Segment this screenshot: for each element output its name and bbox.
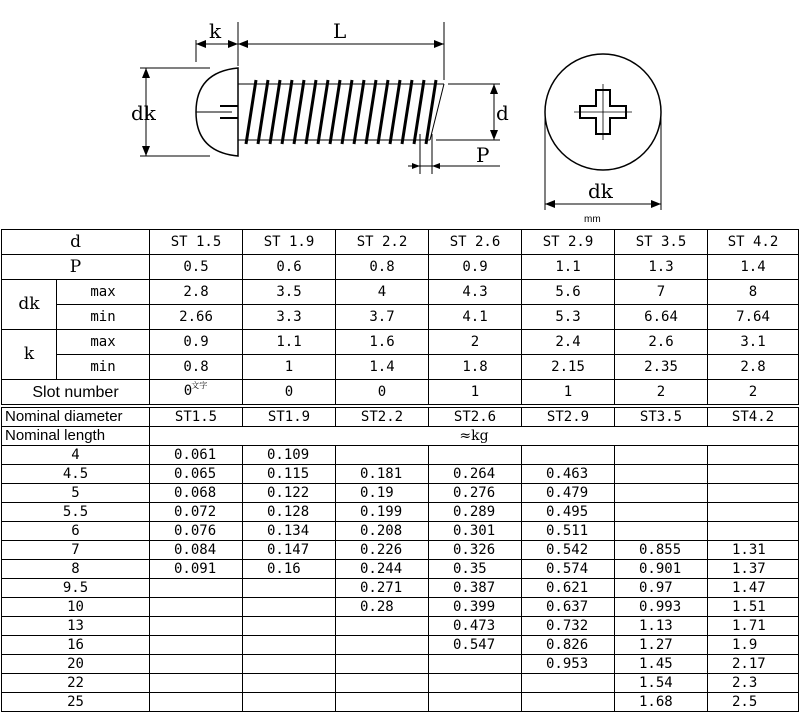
k-max-cell: 1.1 — [243, 330, 336, 355]
weight-cell: 0.35 — [429, 560, 522, 579]
dim-dk-head-label: dk — [588, 179, 613, 203]
weight-cell: 0.128 — [243, 503, 336, 522]
dk-max-cell: 2.8 — [150, 280, 243, 305]
row-label-p: P — [2, 255, 150, 280]
nominal-length-cell: 10 — [2, 598, 150, 617]
weight-cell: 0.479 — [522, 484, 615, 503]
weight-cell: 2.5 — [708, 693, 799, 712]
thread-line — [306, 80, 316, 144]
dk-max-cell: 4.3 — [429, 280, 522, 305]
weight-size-cell: ST1.5 — [150, 408, 243, 427]
thread-line — [378, 80, 388, 144]
weight-cell — [243, 674, 336, 693]
pitch-cell: 0.9 — [429, 255, 522, 280]
row-k-min — [2, 355, 799, 380]
table-row — [2, 465, 799, 484]
weight-cell: 0.495 — [522, 503, 615, 522]
k-min-cell: 2.15 — [522, 355, 615, 380]
weight-cell: 0.065 — [150, 465, 243, 484]
row-dk-max — [2, 280, 799, 305]
slot-cell: 1 — [429, 380, 522, 405]
weight-cell: 0.122 — [243, 484, 336, 503]
weight-cell — [150, 617, 243, 636]
nominal-length-label: Nominal length — [2, 427, 150, 446]
row-dk-min — [2, 305, 799, 330]
screw-technical-drawing — [0, 0, 800, 228]
dim-k-label: k — [209, 19, 222, 43]
weight-cell: 0.199 — [336, 503, 429, 522]
weight-cell — [615, 484, 708, 503]
k-min-cell: 0.8 — [150, 355, 243, 380]
weight-cell — [243, 579, 336, 598]
nominal-length-cell: 25 — [2, 693, 150, 712]
slot-cell: 1 — [522, 380, 615, 405]
weight-cell: 0.289 — [429, 503, 522, 522]
weight-cell — [336, 655, 429, 674]
weight-cell: 2.17 — [708, 655, 799, 674]
k-min-cell: 1.4 — [336, 355, 429, 380]
weight-cell: 0.463 — [522, 465, 615, 484]
table-row — [2, 522, 799, 541]
weight-cell: 1.45 — [615, 655, 708, 674]
weight-table — [1, 407, 799, 712]
weight-cell — [150, 693, 243, 712]
weight-cell: 0.264 — [429, 465, 522, 484]
weight-header-row — [2, 408, 799, 427]
weight-cell: 0.061 — [150, 446, 243, 465]
slot-note: 文字 — [191, 381, 208, 390]
size-cell: ST 2.6 — [429, 230, 522, 255]
weight-cell: 0.326 — [429, 541, 522, 560]
unit-label: mm — [584, 214, 601, 225]
dim-d-label: d — [496, 101, 509, 125]
nominal-length-cell: 20 — [2, 655, 150, 674]
size-cell: ST 3.5 — [615, 230, 708, 255]
weight-size-cell: ST2.6 — [429, 408, 522, 427]
nominal-length-cell: 22 — [2, 674, 150, 693]
weight-cell: 0.134 — [243, 522, 336, 541]
weight-cell: 0.855 — [615, 541, 708, 560]
row-label-dk: dk — [2, 280, 57, 330]
thread-line — [390, 80, 400, 144]
dk-min-cell: 2.66 — [150, 305, 243, 330]
pitch-cell: 0.6 — [243, 255, 336, 280]
weight-cell: 0.147 — [243, 541, 336, 560]
table-row — [2, 484, 799, 503]
weight-cell: 0.16 — [243, 560, 336, 579]
weight-cell: 0.28 — [336, 598, 429, 617]
weight-cell — [243, 693, 336, 712]
nominal-length-cell: 5.5 — [2, 503, 150, 522]
weight-cell — [429, 693, 522, 712]
weight-cell: 1.13 — [615, 617, 708, 636]
weight-cell — [708, 465, 799, 484]
slot-cell — [150, 380, 243, 405]
weight-cell: 1.9 — [708, 636, 799, 655]
weight-cell — [150, 674, 243, 693]
nominal-length-cell: 4.5 — [2, 465, 150, 484]
weight-cell: 0.387 — [429, 579, 522, 598]
weight-cell: 0.901 — [615, 560, 708, 579]
weight-cell — [708, 522, 799, 541]
size-cell: ST 1.5 — [150, 230, 243, 255]
nominal-length-cell: 7 — [2, 541, 150, 560]
pitch-cell: 0.8 — [336, 255, 429, 280]
pitch-cell: 1.4 — [708, 255, 799, 280]
weight-cell: 0.271 — [336, 579, 429, 598]
weight-cell — [150, 579, 243, 598]
dim-L-label: L — [333, 19, 347, 43]
thread-line — [402, 80, 412, 144]
weight-cell — [522, 674, 615, 693]
slot-cell: 0 — [243, 380, 336, 405]
row-slot — [2, 380, 799, 405]
weight-cell: 0.076 — [150, 522, 243, 541]
weight-cell: 1.71 — [708, 617, 799, 636]
weight-size-cell: ST2.2 — [336, 408, 429, 427]
min-label: min — [57, 305, 150, 330]
slot-value: 0 — [183, 383, 193, 399]
slot-cell: 2 — [615, 380, 708, 405]
weight-cell — [150, 655, 243, 674]
weight-cell: 1.54 — [615, 674, 708, 693]
weight-cell: 0.637 — [522, 598, 615, 617]
dk-max-cell: 3.5 — [243, 280, 336, 305]
weight-cell: 0.301 — [429, 522, 522, 541]
min-label: min — [57, 355, 150, 380]
weight-cell: 0.547 — [429, 636, 522, 655]
weight-cell — [336, 636, 429, 655]
weight-unit-label: ≈kg — [150, 427, 799, 446]
weight-cell — [522, 693, 615, 712]
dk-min-cell: 6.64 — [615, 305, 708, 330]
k-max-cell: 2.4 — [522, 330, 615, 355]
row-label-k: k — [2, 330, 57, 380]
pitch-cell: 0.5 — [150, 255, 243, 280]
dk-max-cell: 8 — [708, 280, 799, 305]
thread-line — [330, 80, 340, 144]
dk-max-cell: 5.6 — [522, 280, 615, 305]
weight-cell: 2.3 — [708, 674, 799, 693]
nominal-length-cell: 8 — [2, 560, 150, 579]
row-k-max — [2, 330, 799, 355]
weight-cell: 0.084 — [150, 541, 243, 560]
size-cell: ST 1.9 — [243, 230, 336, 255]
weight-cell — [243, 617, 336, 636]
weight-cell: 0.19 — [336, 484, 429, 503]
table-row — [2, 636, 799, 655]
k-min-cell: 2.8 — [708, 355, 799, 380]
nominal-diameter-label: Nominal diameter — [2, 408, 150, 427]
weight-cell — [336, 674, 429, 693]
weight-cell — [615, 465, 708, 484]
weight-cell: 0.542 — [522, 541, 615, 560]
row-p — [2, 255, 799, 280]
table-row — [2, 541, 799, 560]
thread-line — [270, 80, 280, 144]
weight-cell: 0.068 — [150, 484, 243, 503]
weight-cell — [615, 522, 708, 541]
weight-size-cell: ST2.9 — [522, 408, 615, 427]
weight-cell — [522, 446, 615, 465]
nominal-length-cell: 6 — [2, 522, 150, 541]
weight-cell: 0.244 — [336, 560, 429, 579]
dk-max-cell: 4 — [336, 280, 429, 305]
dimension-table — [1, 229, 799, 405]
nominal-length-cell: 4 — [2, 446, 150, 465]
weight-cell: 0.993 — [615, 598, 708, 617]
weight-cell: 0.399 — [429, 598, 522, 617]
weight-cell: 0.109 — [243, 446, 336, 465]
weight-cell — [336, 617, 429, 636]
dim-P-label: P — [476, 143, 490, 167]
weight-cell: 0.511 — [522, 522, 615, 541]
weight-cell: 0.574 — [522, 560, 615, 579]
weight-cell: 0.826 — [522, 636, 615, 655]
nominal-length-cell: 16 — [2, 636, 150, 655]
dk-min-cell: 5.3 — [522, 305, 615, 330]
thread-line — [246, 80, 256, 144]
weight-size-cell: ST3.5 — [615, 408, 708, 427]
weight-size-cell: ST4.2 — [708, 408, 799, 427]
slot-cell: 0 — [336, 380, 429, 405]
weight-subheader-row — [2, 427, 799, 446]
table-row — [2, 693, 799, 712]
table-row — [2, 503, 799, 522]
thread-lines — [246, 80, 436, 144]
dim-dk-side-label: dk — [131, 101, 156, 125]
weight-cell — [615, 503, 708, 522]
table-row — [2, 674, 799, 693]
row-d — [2, 230, 799, 255]
table-row — [2, 598, 799, 617]
weight-cell — [708, 484, 799, 503]
thread-line — [354, 80, 364, 144]
weight-cell: 1.47 — [708, 579, 799, 598]
thread-line — [282, 80, 292, 144]
thread-line — [258, 80, 268, 144]
thread-line — [366, 80, 376, 144]
weight-cell: 0.276 — [429, 484, 522, 503]
row-label-slot: Slot number — [2, 380, 150, 405]
weight-cell: 0.621 — [522, 579, 615, 598]
weight-cell — [429, 655, 522, 674]
dk-min-cell: 7.64 — [708, 305, 799, 330]
weight-cell: 0.732 — [522, 617, 615, 636]
weight-cell: 0.181 — [336, 465, 429, 484]
weight-cell: 0.208 — [336, 522, 429, 541]
weight-cell — [708, 446, 799, 465]
k-max-cell: 2 — [429, 330, 522, 355]
weight-cell: 0.226 — [336, 541, 429, 560]
weight-cell: 1.27 — [615, 636, 708, 655]
weight-cell: 1.31 — [708, 541, 799, 560]
k-max-cell: 1.6 — [336, 330, 429, 355]
k-max-cell: 3.1 — [708, 330, 799, 355]
size-cell: ST 2.2 — [336, 230, 429, 255]
weight-cell: 0.97 — [615, 579, 708, 598]
max-label: max — [57, 330, 150, 355]
weight-cell: 1.51 — [708, 598, 799, 617]
thread-line — [342, 80, 352, 144]
size-cell: ST 2.9 — [522, 230, 615, 255]
k-max-cell: 2.6 — [615, 330, 708, 355]
nominal-length-cell: 13 — [2, 617, 150, 636]
weight-cell: 0.115 — [243, 465, 336, 484]
weight-cell — [150, 598, 243, 617]
dk-min-cell: 3.3 — [243, 305, 336, 330]
weight-cell — [708, 503, 799, 522]
dk-min-cell: 3.7 — [336, 305, 429, 330]
k-max-cell: 0.9 — [150, 330, 243, 355]
weight-cell: 0.473 — [429, 617, 522, 636]
pitch-cell: 1.3 — [615, 255, 708, 280]
weight-cell: 1.37 — [708, 560, 799, 579]
pitch-cell: 1.1 — [522, 255, 615, 280]
weight-cell: 0.953 — [522, 655, 615, 674]
thread-line — [318, 80, 328, 144]
weight-cell: 0.072 — [150, 503, 243, 522]
table-row — [2, 617, 799, 636]
weight-cell: 0.091 — [150, 560, 243, 579]
weight-cell — [243, 598, 336, 617]
weight-cell — [429, 674, 522, 693]
table-row — [2, 655, 799, 674]
weight-cell — [429, 446, 522, 465]
size-cell: ST 4.2 — [708, 230, 799, 255]
weight-cell — [150, 636, 243, 655]
max-label: max — [57, 280, 150, 305]
table-row — [2, 560, 799, 579]
weight-cell — [336, 693, 429, 712]
weight-cell: 1.68 — [615, 693, 708, 712]
k-min-cell: 1.8 — [429, 355, 522, 380]
nominal-length-cell: 5 — [2, 484, 150, 503]
thread-line — [414, 80, 424, 144]
weight-cell — [615, 446, 708, 465]
thread-line — [294, 80, 304, 144]
k-min-cell: 1 — [243, 355, 336, 380]
weight-cell — [243, 655, 336, 674]
slot-cell: 2 — [708, 380, 799, 405]
dk-min-cell: 4.1 — [429, 305, 522, 330]
row-label-d: d — [2, 230, 150, 255]
k-min-cell: 2.35 — [615, 355, 708, 380]
weight-size-cell: ST1.9 — [243, 408, 336, 427]
table-row — [2, 579, 799, 598]
nominal-length-cell: 9.5 — [2, 579, 150, 598]
table-row — [2, 446, 799, 465]
weight-cell — [336, 446, 429, 465]
weight-cell — [243, 636, 336, 655]
dk-max-cell: 7 — [615, 280, 708, 305]
